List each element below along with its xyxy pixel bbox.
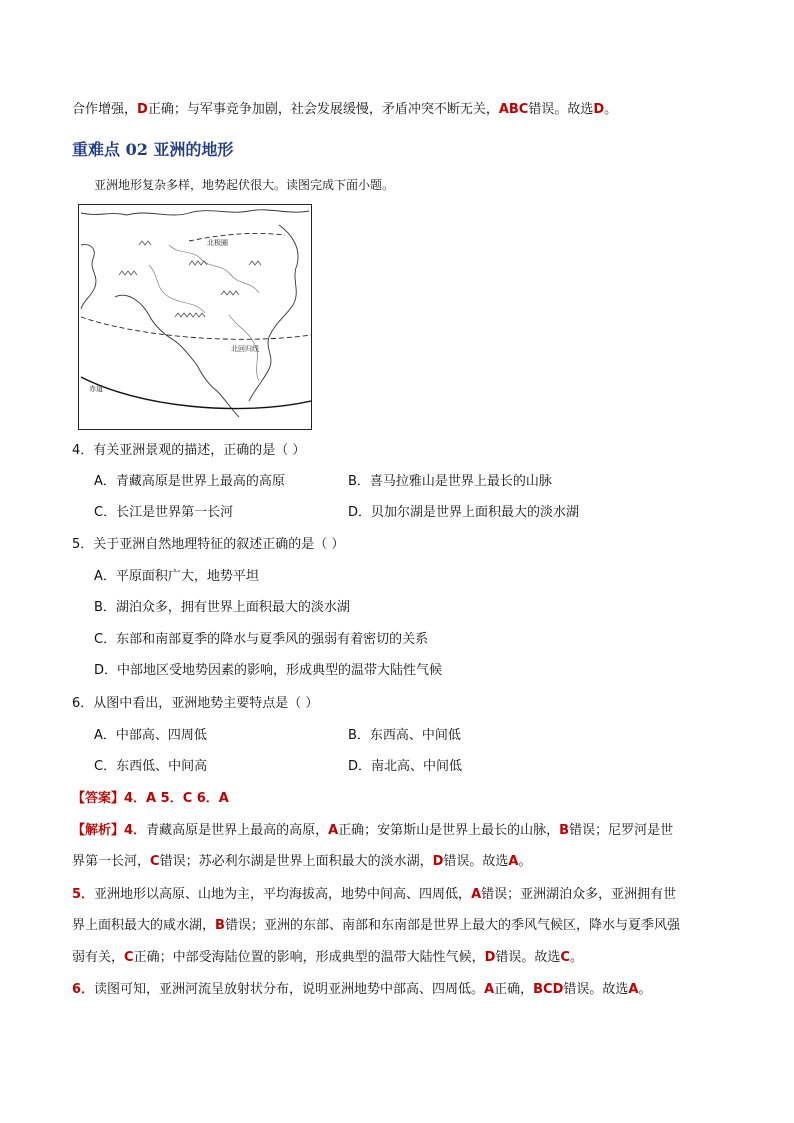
carryover-text-a: 合作增强， bbox=[72, 102, 138, 117]
option-a[interactable]: A．平原面积广大，地势平坦 bbox=[94, 569, 259, 584]
answer-tag: 【答案】 bbox=[72, 791, 125, 806]
option-c[interactable]: C．长江是世界第一长河 bbox=[94, 505, 234, 520]
analysis-text: 。 bbox=[569, 950, 583, 965]
analysis-line bbox=[72, 821, 673, 841]
analysis-line bbox=[72, 852, 531, 872]
question-stem: 4．有关亚洲景观的描述，正确的是（ ） bbox=[72, 443, 306, 458]
coastline-east bbox=[249, 225, 298, 401]
asia-map-drawing bbox=[79, 205, 311, 429]
carryover-end: 。 bbox=[604, 102, 618, 117]
option-d[interactable]: D．中部地区受地势因素的影响，形成典型的温带大陆性气候 bbox=[94, 663, 443, 678]
section-intro: 亚洲地形复杂多样，地势起伏很大。读图完成下面小题。 bbox=[94, 178, 395, 192]
equator-line bbox=[81, 377, 311, 409]
option-b[interactable]: B．喜马拉雅山是世界上最长的山脉 bbox=[348, 474, 552, 489]
analysis-text: 亚洲地形以高原、山地为主，平均海拔高，地势中间高、四周低， bbox=[94, 887, 472, 902]
analysis-text: 正确， bbox=[494, 982, 534, 997]
option-c[interactable]: C．东部和南部夏季的降水与夏季风的强弱有着密切的关系 bbox=[94, 632, 429, 647]
carryover-line bbox=[72, 100, 617, 120]
analysis-text: 读图可知，亚洲河流呈放射状分布，说明亚洲地势中部高、四周低。 bbox=[94, 982, 485, 997]
coastline-north bbox=[81, 210, 309, 215]
option-letter: B bbox=[215, 918, 225, 933]
mountain-hatching bbox=[119, 241, 261, 317]
question-stem: 6．从图中看出，亚洲地势主要特点是（ ） bbox=[72, 696, 319, 711]
option-d[interactable]: D．贝加尔湖是世界上面积最大的淡水湖 bbox=[348, 505, 580, 520]
river-lines bbox=[149, 265, 205, 313]
option-a[interactable]: A．中部高、四周低 bbox=[94, 728, 207, 743]
answer-line bbox=[72, 789, 229, 809]
analysis-text: 错误。故选 bbox=[443, 854, 509, 869]
analysis-number: 6． bbox=[72, 982, 95, 997]
coastline-south bbox=[115, 295, 239, 417]
option-letter: D bbox=[484, 950, 496, 965]
option-letter: A bbox=[328, 823, 339, 838]
analysis-text: 青藏高原是世界上最高的高原， bbox=[146, 823, 329, 838]
section-heading: 重难点 02 亚洲的地形 bbox=[72, 140, 234, 159]
option-letter: A bbox=[508, 854, 519, 869]
river-lines bbox=[169, 245, 259, 293]
option-letter: C bbox=[560, 950, 570, 965]
equator-label: 赤道 bbox=[89, 385, 103, 393]
analysis-text: 界上面积最大的咸水湖， bbox=[72, 918, 216, 933]
analysis-tag: 【解析】 bbox=[72, 823, 125, 838]
option-letter: BCD bbox=[533, 982, 564, 997]
analysis-text: 错误；亚洲湖泊众多，亚洲拥有世 bbox=[481, 887, 677, 902]
carryover-text-c: 错误。故选 bbox=[528, 102, 594, 117]
coastline-west bbox=[81, 245, 96, 309]
analysis-text: 。 bbox=[518, 854, 532, 869]
asia-map bbox=[78, 204, 312, 430]
analysis-line bbox=[72, 916, 680, 936]
analysis-text: 错误。故选 bbox=[495, 950, 561, 965]
analysis-text: 错误。故选 bbox=[563, 982, 629, 997]
option-letter: A bbox=[471, 887, 482, 902]
analysis-text: 错误；尼罗河是世 bbox=[569, 823, 674, 838]
option-letter: D bbox=[137, 102, 148, 117]
answer-values: 4．A 5．C 6．A bbox=[124, 791, 229, 806]
option-letter: A bbox=[628, 982, 639, 997]
analysis-line bbox=[72, 948, 583, 968]
option-d[interactable]: D．南北高、中间低 bbox=[348, 759, 463, 774]
analysis-text: 。 bbox=[638, 982, 652, 997]
analysis-line bbox=[72, 885, 676, 905]
analysis-text: 界第一长河， bbox=[72, 854, 151, 869]
analysis-text: 错误；亚洲的东部、南部和东南部是世界上最大的季风气候区，降水与夏季风强 bbox=[224, 918, 680, 933]
tropic-line bbox=[81, 317, 311, 339]
analysis-number: 5． bbox=[72, 887, 95, 902]
option-letter: ABC bbox=[498, 102, 529, 117]
analysis-text: 错误；苏必利尔湖是世界上面积最大的淡水湖， bbox=[159, 854, 433, 869]
arctic-circle-label: 北极圈 bbox=[207, 239, 228, 247]
tropic-label: 北回归线 bbox=[231, 345, 259, 353]
option-letter: D bbox=[432, 854, 444, 869]
option-b[interactable]: B．东西高、中间低 bbox=[348, 728, 461, 743]
option-a[interactable]: A．青藏高原是世界上最高的高原 bbox=[94, 474, 285, 489]
analysis-text: 正确；中部受海陆位置的影响，形成典型的温带大陆性气候， bbox=[133, 950, 485, 965]
analysis-text: 弱有关， bbox=[72, 950, 125, 965]
option-letter: C bbox=[124, 950, 134, 965]
option-letter: D bbox=[593, 102, 605, 117]
carryover-text-b: 正确；与军事竞争加剧，社会发展缓慢，矛盾冲突不断无关， bbox=[147, 102, 499, 117]
option-b[interactable]: B．湖泊众多，拥有世界上面积最大的淡水湖 bbox=[94, 600, 350, 615]
option-letter: C bbox=[150, 854, 160, 869]
option-letter: B bbox=[559, 823, 570, 838]
analysis-line bbox=[72, 980, 651, 1000]
question-stem: 5．关于亚洲自然地理特征的叙述正确的是（ ） bbox=[72, 537, 345, 552]
option-c[interactable]: C．东西低、中间高 bbox=[94, 759, 208, 774]
analysis-number: 4． bbox=[124, 823, 147, 838]
analysis-text: 正确；安第斯山是世界上最长的山脉， bbox=[338, 823, 560, 838]
arctic-circle-line bbox=[189, 233, 285, 241]
option-letter: A bbox=[484, 982, 495, 997]
